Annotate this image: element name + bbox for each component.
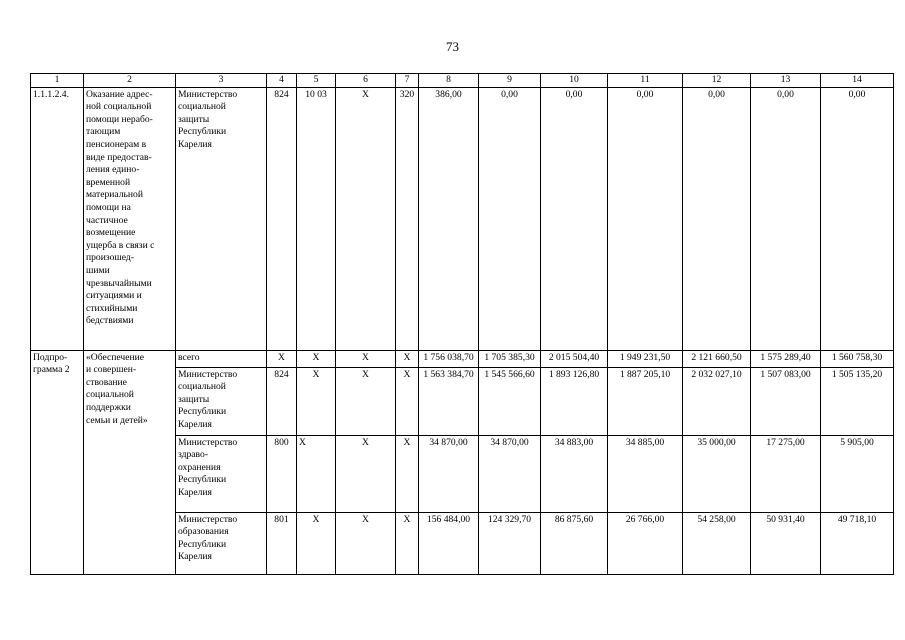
column-header: 8 (419, 74, 479, 88)
cell-amount: 0,00 (821, 87, 894, 350)
cell-rzpr: Х (297, 435, 336, 512)
cell-amount: 2 121 660,50 (683, 350, 751, 367)
cell-amount: 1 563 384,70 (419, 367, 479, 435)
cell-amount: 34 870,00 (479, 435, 541, 512)
table-row (31, 87, 894, 350)
cell-rzpr: Х (297, 367, 336, 435)
header-row (31, 74, 894, 88)
cell-amount: 1 705 385,30 (479, 350, 541, 367)
cell-grbs: 801 (267, 512, 297, 574)
cell-amount: 1 949 231,50 (608, 350, 683, 367)
cell-amount: 86 875,60 (541, 512, 608, 574)
column-header: 6 (336, 74, 396, 88)
budget-table (30, 73, 894, 575)
cell-amount: 0,00 (683, 87, 751, 350)
column-header: 12 (683, 74, 751, 88)
cell-vr: Х (396, 512, 419, 574)
cell-amount: 0,00 (608, 87, 683, 350)
cell-csr: Х (336, 435, 396, 512)
cell-amount: 156 484,00 (419, 512, 479, 574)
column-header: 1 (31, 74, 84, 88)
cell-amount: 34 885,00 (608, 435, 683, 512)
cell-grbs: 800 (267, 435, 297, 512)
cell-amount: 49 718,10 (821, 512, 894, 574)
cell-amount: 50 931,40 (751, 512, 821, 574)
cell-amount: 26 766,00 (608, 512, 683, 574)
page-number: 73 (446, 39, 459, 54)
cell-csr: Х (336, 367, 396, 435)
cell-vr: Х (396, 367, 419, 435)
cell-amount: 0,00 (479, 87, 541, 350)
cell-amount: 1 887 205,10 (608, 367, 683, 435)
cell-amount: 0,00 (541, 87, 608, 350)
cell-amount: 124 329,70 (479, 512, 541, 574)
executor: Министерство социальной защиты Республики Карелия (176, 367, 267, 435)
cell-grbs: 824 (267, 87, 297, 350)
cell-amount: 35 000,00 (683, 435, 751, 512)
cell-amount: 1 560 758,30 (821, 350, 894, 367)
column-header: 3 (176, 74, 267, 88)
executor: Министерство здраво- охранения Республики Карелия (176, 435, 267, 512)
cell-amount: 17 275,00 (751, 435, 821, 512)
cell-rzpr: Х (297, 350, 336, 367)
cell-amount: 1 507 083,00 (751, 367, 821, 435)
cell-amount: 34 883,00 (541, 435, 608, 512)
column-header: 13 (751, 74, 821, 88)
cell-csr: Х (336, 350, 396, 367)
column-header: 7 (396, 74, 419, 88)
cell-vr: Х (396, 435, 419, 512)
activity-name: Оказание адрес- ной социальной помощи нерабо- тающим пенсионерам в виде предостав- ления едино- временной материальной помощи на частичное возмещение ущерба в связи с произошед- шими чрезвычайными ситуациями и стихийными бедствиями (84, 87, 176, 350)
column-header: 11 (608, 74, 683, 88)
column-header: 4 (267, 74, 297, 88)
cell-amount: 0,00 (751, 87, 821, 350)
executor: всего (176, 350, 267, 367)
cell-grbs: 824 (267, 367, 297, 435)
table-row (31, 350, 894, 367)
executor: Министерство социальной защиты Республики Карелия (176, 87, 267, 350)
cell-amount: 1 893 126,80 (541, 367, 608, 435)
cell-amount: 1 545 566,60 (479, 367, 541, 435)
cell-grbs: Х (267, 350, 297, 367)
subprogram-name: «Обеспечение и совершен- ствование социальной поддержки семьи и детей» (84, 350, 176, 574)
cell-amount: 1 756 038,70 (419, 350, 479, 367)
row-code: 1.1.1.2.4. (31, 87, 84, 350)
subprogram-code: Подпро- грамма 2 (31, 350, 84, 574)
cell-amount: 5 905,00 (821, 435, 894, 512)
cell-vr: Х (396, 350, 419, 367)
cell-amount: 1 505 135,20 (821, 367, 894, 435)
column-header: 14 (821, 74, 894, 88)
column-header: 5 (297, 74, 336, 88)
column-header: 9 (479, 74, 541, 88)
cell-amount: 34 870,00 (419, 435, 479, 512)
cell-rzpr: Х (297, 512, 336, 574)
column-header: 2 (84, 74, 176, 88)
cell-amount: 2 015 504,40 (541, 350, 608, 367)
cell-amount: 2 032 027,10 (683, 367, 751, 435)
cell-amount: 54 258,00 (683, 512, 751, 574)
cell-rzpr: 10 03 (297, 87, 336, 350)
cell-csr: Х (336, 87, 396, 350)
cell-amount: 1 575 289,40 (751, 350, 821, 367)
cell-amount: 386,00 (419, 87, 479, 350)
executor: Министерство образования Республики Карелия (176, 512, 267, 574)
cell-csr: Х (336, 512, 396, 574)
column-header: 10 (541, 74, 608, 88)
cell-vr: 320 (396, 87, 419, 350)
